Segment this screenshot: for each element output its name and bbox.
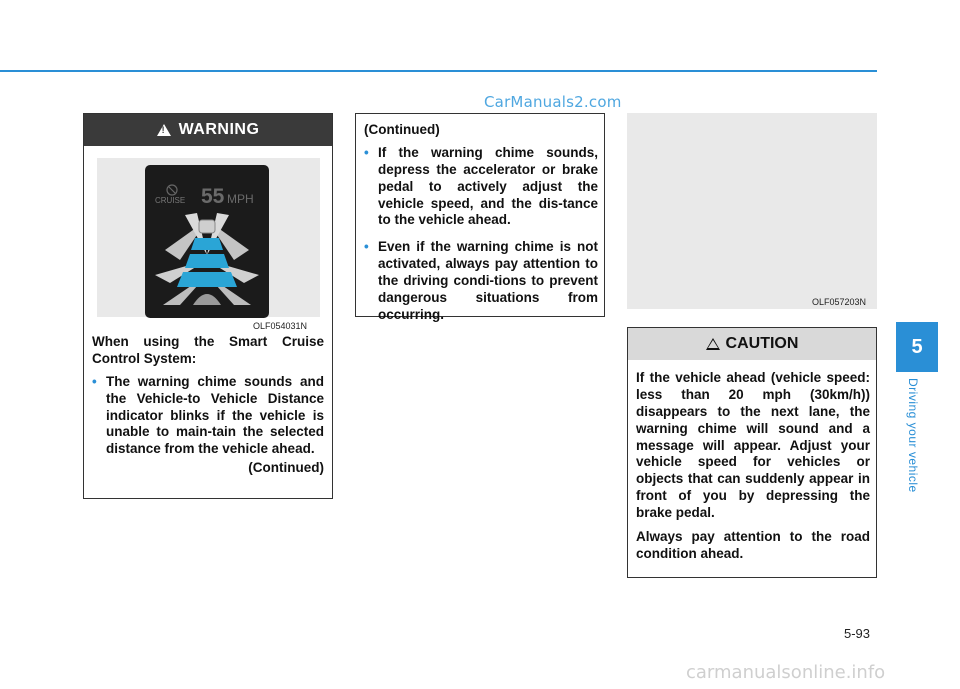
distance-bar-2 (185, 254, 229, 268)
distance-bar-3 (177, 272, 237, 287)
caution-header (628, 328, 876, 360)
caution-paragraph-2: Always pay attention to the road condition ahead. (636, 528, 870, 561)
vehicle-ahead-icon (199, 220, 215, 233)
continued-heading: (Continued) (364, 122, 440, 137)
bullet-dot-icon: • (92, 373, 97, 389)
continued-bullet-1-text: If the warning chime sounds, depress the accelerator or brake pedal to actively adjust the vehicle speed, and the dis-tance to the vehicle ahead. (378, 144, 598, 228)
warning-bullet-text: The warning chime sounds and the Vehicle-to Vehicle Distance indicator blinks if the vehicle is unable to main-tain the selected distance from the vehicle ahead. (106, 373, 324, 457)
distance-bar-1 (191, 238, 223, 250)
continued-bullet-2-text: Even if the warning chime is not activated, always pay attention to the driving condi-tions to prevent dangerous situations from occurring. (378, 239, 598, 322)
continued-body (364, 122, 598, 324)
figure-code-a: OLF054031N (253, 321, 308, 331)
caution-triangle-icon (706, 338, 720, 350)
continued-box (355, 113, 605, 322)
caution-title: CAUTION (725, 335, 799, 352)
cluster-figure (97, 158, 320, 317)
warning-box (83, 113, 333, 499)
warning-title: WARNING (178, 121, 260, 138)
figure-code-b: OLF057203N (812, 297, 867, 307)
own-vehicle-icon (193, 294, 221, 305)
warning-intro: When using the Smart Cruise Control System: (92, 334, 324, 366)
top-rule (0, 70, 877, 72)
caution-paragraph-1: If the vehicle ahead (vehicle speed: less than 20 mph (30km/h)) disappears to the next lane, the warning chime will sound and a message will appear. Adjust your vehicle speed for vehicles or objects that can suddenly appear in front of you by depressing the brake pedal. (636, 370, 870, 520)
caution-body (636, 370, 870, 563)
watermark-top: CarManuals2.com (484, 93, 622, 111)
warning-triangle-icon: ! (157, 124, 171, 136)
continued-bullet-2 (364, 239, 598, 323)
instrument-cluster (145, 165, 269, 318)
chapter-title: Driving your vehicle (906, 378, 920, 493)
cluster-cruise-label: CRUISE (155, 196, 186, 205)
caution-box (627, 327, 877, 578)
cluster-illustration (145, 165, 269, 318)
page-number: 5-93 (844, 626, 871, 641)
figure-b-placeholder (627, 113, 877, 309)
cluster-speed: 55 (201, 185, 225, 208)
cluster-unit: MPH (227, 192, 254, 206)
continued-bullet-1 (364, 145, 598, 229)
watermark-bottom: carmanualsonline.info (686, 662, 886, 683)
bullet-dot-icon: • (364, 239, 369, 255)
warning-header (84, 114, 332, 146)
warning-body (92, 334, 324, 477)
chapter-number-tab: 5 (896, 322, 938, 372)
bullet-dot-icon: • (364, 144, 369, 160)
warning-bullet (92, 374, 324, 458)
warning-continued: (Continued) (248, 460, 324, 476)
